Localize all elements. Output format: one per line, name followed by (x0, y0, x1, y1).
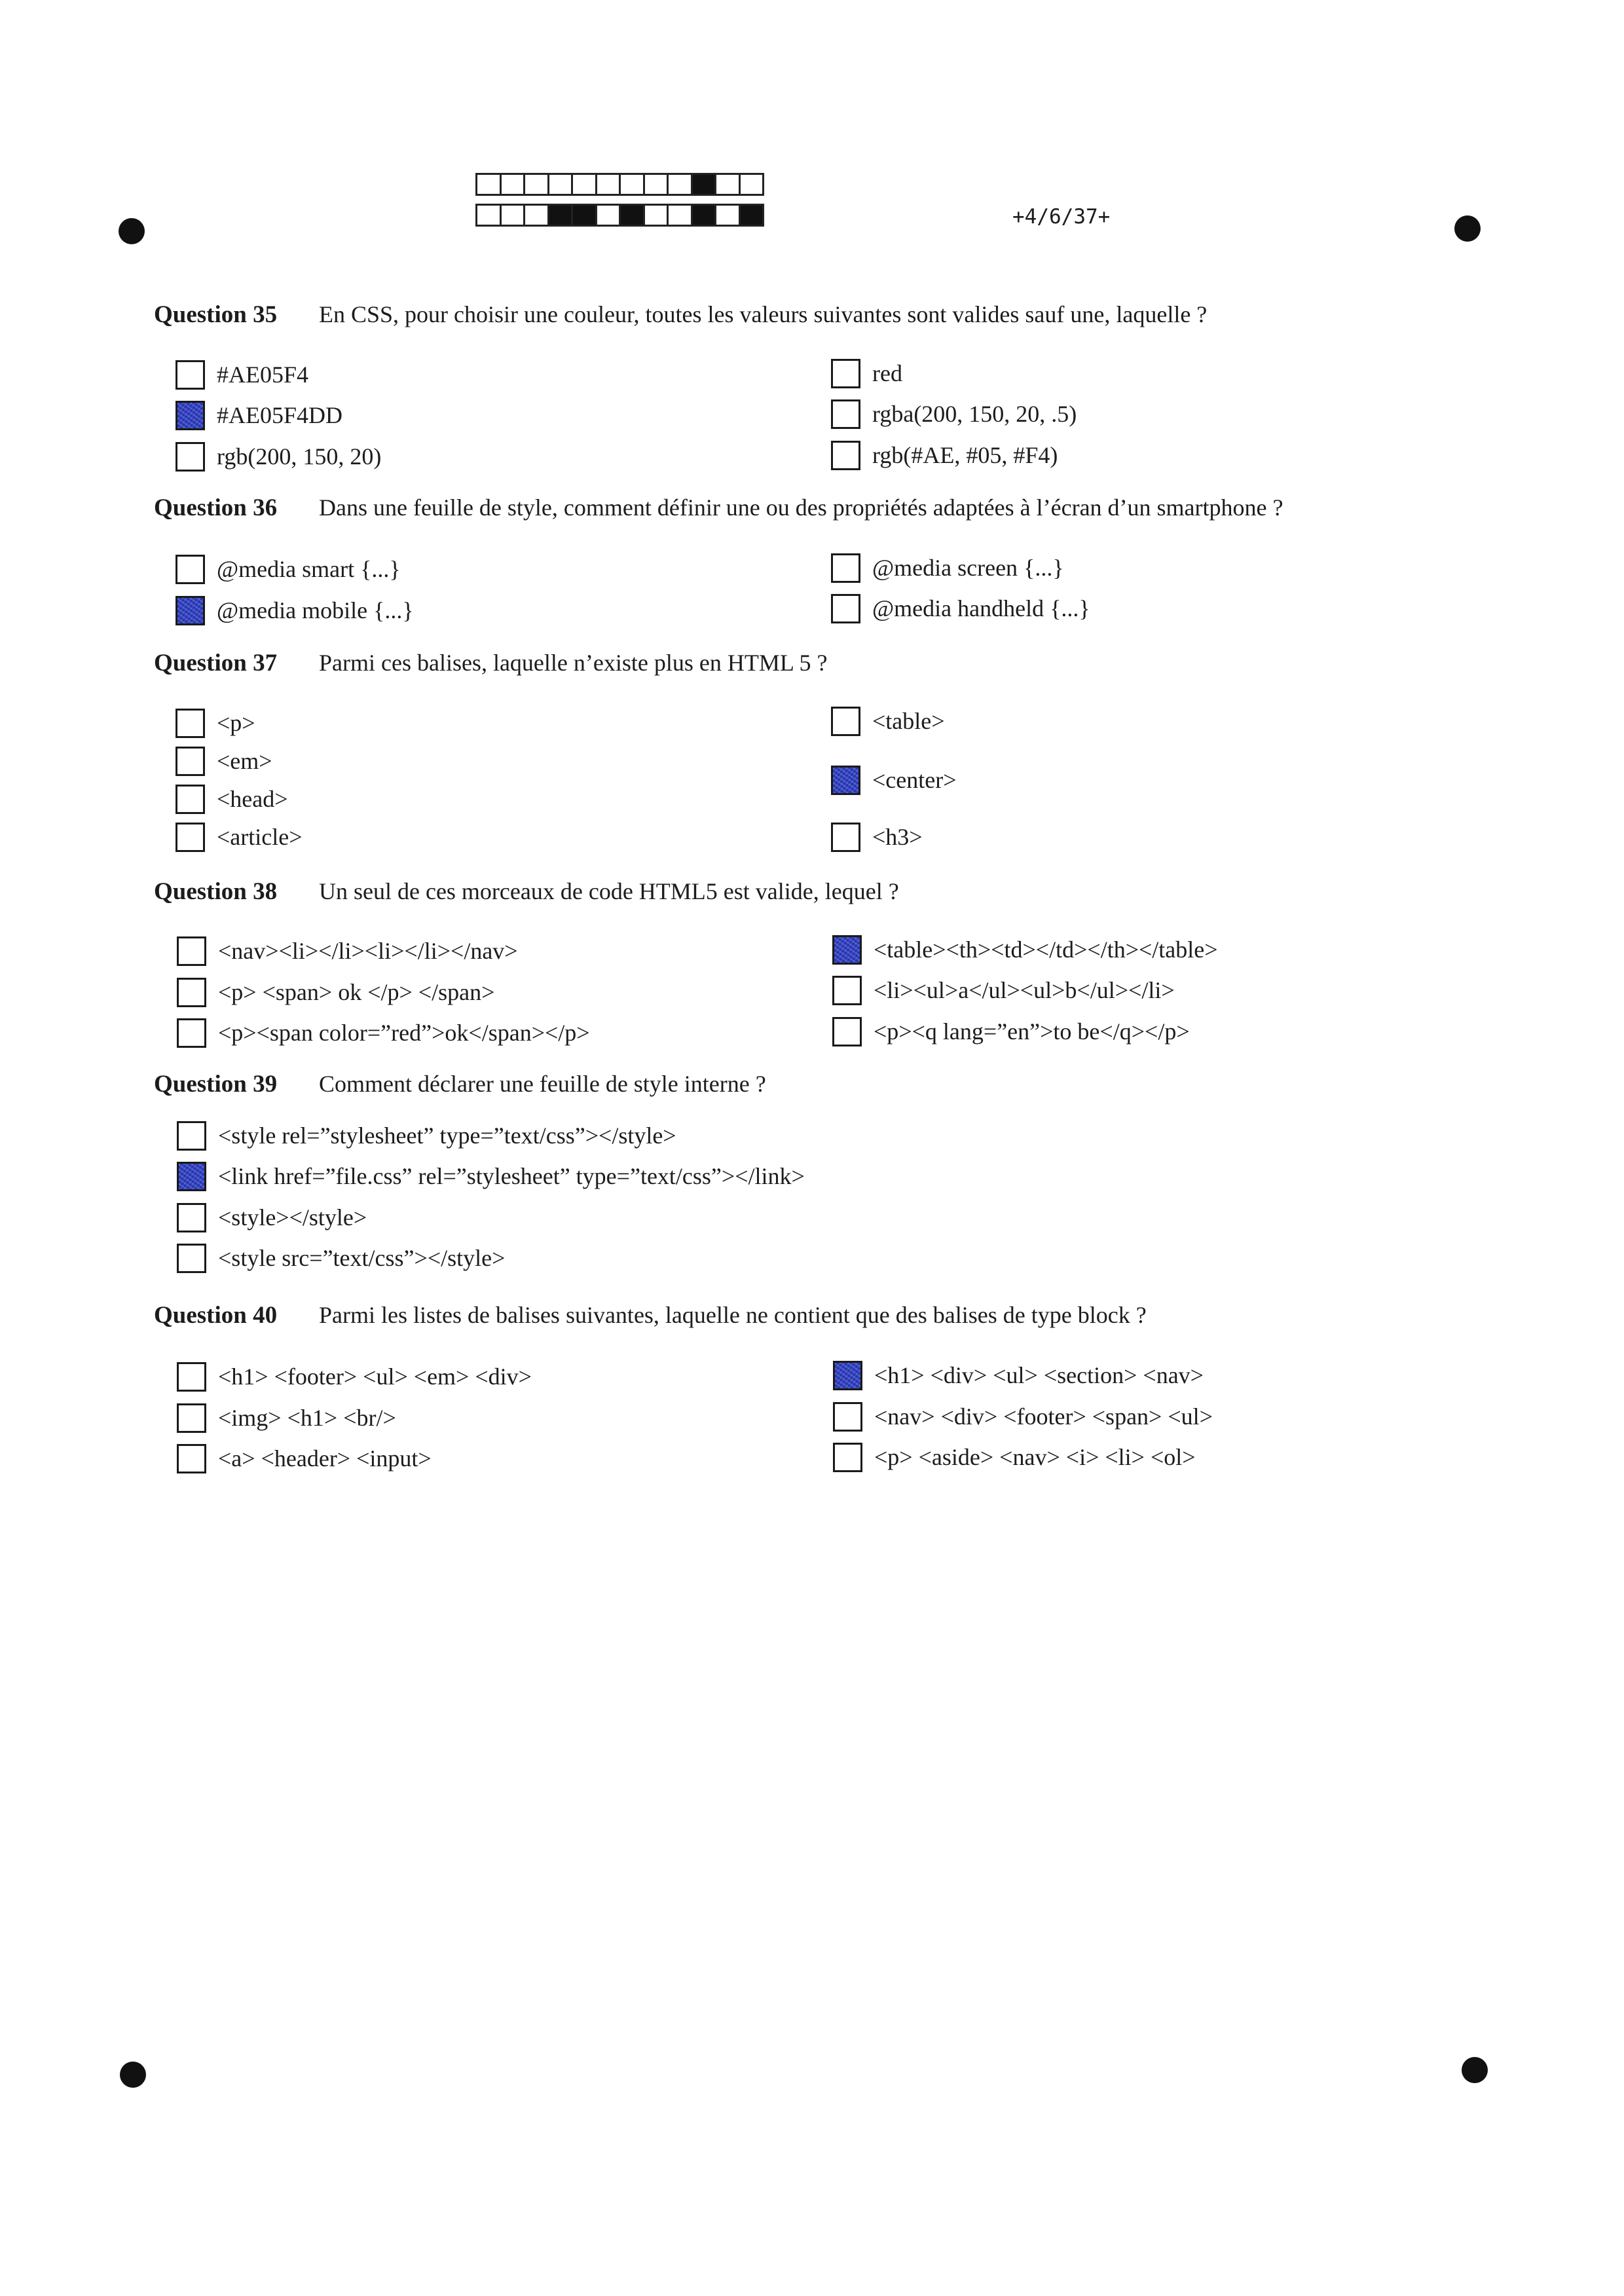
code-cell-empty (621, 175, 645, 194)
q40-answer-6-text: <p> <aside> <nav> <i> <li> <ol> (874, 1444, 1196, 1470)
q35-answer-2-text: #AE05F4DD (217, 402, 343, 428)
code-cell-empty (477, 175, 502, 194)
q40-answer-1 (177, 1361, 532, 1392)
q37-answer-2-text: <em> (217, 748, 272, 774)
q36-answer-1 (175, 554, 401, 584)
q37-answer-4-checkbox[interactable] (175, 823, 205, 852)
q37-answer-2-checkbox[interactable] (175, 747, 205, 776)
q37-answer-1-checkbox[interactable] (175, 709, 205, 738)
q36-answer-3 (831, 553, 1064, 583)
code-cell-filled (741, 206, 765, 225)
registration-mark-top-right (1454, 215, 1481, 242)
q40-answer-6 (833, 1442, 1196, 1472)
q39-answer-2-checkbox[interactable] (177, 1162, 206, 1191)
q35-answer-5-text: rgba(200, 150, 20, .5) (872, 401, 1077, 427)
q38-answer-5 (832, 975, 1175, 1005)
q38-answer-2 (177, 977, 494, 1007)
q35-answer-5-checkbox[interactable] (831, 399, 860, 429)
registration-mark-top-left (119, 218, 145, 244)
code-cell-empty (477, 206, 502, 225)
code-cell-filled (693, 206, 717, 225)
q39-answer-2 (177, 1161, 805, 1191)
q35-answer-5 (831, 399, 1077, 429)
q38-answer-6-checkbox[interactable] (832, 1017, 862, 1046)
q36-answer-4 (831, 593, 1090, 623)
q40-answer-4 (833, 1360, 1204, 1390)
q40-answer-4-checkbox[interactable] (833, 1361, 862, 1390)
question-36-text: Dans une feuille de style, comment définir une ou des propriétés adaptées à l’écran d’un smartphone ? (319, 494, 1283, 521)
code-cell-empty (669, 206, 693, 225)
q40-answer-2 (177, 1403, 396, 1433)
q38-answer-6 (832, 1016, 1190, 1046)
binary-code-row-1 (475, 173, 764, 196)
question-38-label: Question 38 (154, 878, 278, 905)
q37-answer-4-text: <article> (217, 824, 303, 850)
q40-answer-6-checkbox[interactable] (833, 1443, 862, 1472)
q39-answer-1-checkbox[interactable] (177, 1121, 206, 1151)
question-38-header (154, 876, 899, 906)
q40-answer-5 (833, 1401, 1213, 1432)
q40-answer-3 (177, 1443, 432, 1473)
code-cell-empty (549, 175, 574, 194)
q35-answer-2 (175, 400, 342, 430)
code-cell-filled (621, 206, 645, 225)
code-cell-empty (502, 206, 526, 225)
code-cell-empty (573, 175, 597, 194)
q37-answer-1 (175, 708, 255, 738)
code-cell-empty (669, 175, 693, 194)
registration-mark-bottom-left (120, 2062, 146, 2088)
q39-answer-4-checkbox[interactable] (177, 1244, 206, 1273)
q38-answer-6-text: <p><q lang=”en”>to be</q></p> (874, 1018, 1190, 1045)
q36-answer-4-checkbox[interactable] (831, 594, 860, 623)
question-37-header (154, 648, 827, 678)
question-36-header (154, 492, 1283, 523)
q37-answer-2 (175, 746, 272, 776)
code-cell-empty (502, 175, 526, 194)
q35-answer-6-text: rgb(#AE, #05, #F4) (872, 442, 1058, 468)
q36-answer-3-checkbox[interactable] (831, 553, 860, 583)
q39-answer-1 (177, 1120, 676, 1151)
q39-answer-1-text: <style rel=”stylesheet” type=”text/css”></style> (218, 1122, 676, 1149)
q40-answer-3-checkbox[interactable] (177, 1444, 206, 1473)
q35-answer-4-text: red (872, 360, 902, 386)
q37-answer-7-text: <h3> (872, 824, 923, 850)
q37-answer-4 (175, 822, 303, 852)
sheet-code: +4/6/37+ (1012, 205, 1111, 229)
question-40-header (154, 1300, 1147, 1330)
q37-answer-6 (831, 765, 957, 795)
q37-answer-5-text: <table> (872, 708, 945, 734)
q38-answer-4-checkbox[interactable] (832, 935, 862, 965)
q39-answer-4-text: <style src=”text/css”></style> (218, 1245, 506, 1271)
question-39-text: Comment déclarer une feuille de style interne ? (319, 1071, 766, 1097)
q35-answer-3 (175, 441, 381, 472)
q39-answer-3 (177, 1202, 367, 1232)
question-37-label: Question 37 (154, 649, 278, 676)
question-36-label: Question 36 (154, 494, 278, 521)
q36-answer-2-text: @media mobile {...} (217, 597, 414, 623)
q39-answer-2-text: <link href=”file.css” rel=”stylesheet” type=”text/css”></link> (218, 1163, 805, 1189)
question-38-text: Un seul de ces morceaux de code HTML5 est valide, lequel ? (319, 878, 899, 904)
question-35-label: Question 35 (154, 301, 278, 328)
question-35-text: En CSS, pour choisir une couleur, toutes les valeurs suivantes sont valides sauf une, laquelle ? (319, 301, 1208, 327)
q38-answer-1 (177, 936, 518, 966)
code-cell-filled (573, 206, 597, 225)
code-cell-empty (716, 175, 741, 194)
code-cell-empty (597, 206, 621, 225)
q39-answer-3-checkbox[interactable] (177, 1203, 206, 1232)
q38-answer-4 (832, 935, 1218, 965)
q35-answer-1-text: #AE05F4 (217, 361, 309, 388)
q40-answer-1-checkbox[interactable] (177, 1362, 206, 1392)
q37-answer-5-checkbox[interactable] (831, 707, 860, 736)
q36-answer-2 (175, 595, 414, 625)
code-cell-filled (549, 206, 574, 225)
q40-answer-3-text: <a> <header> <input> (218, 1445, 432, 1472)
q37-answer-6-text: <center> (872, 767, 957, 793)
registration-mark-bottom-right (1462, 2057, 1488, 2083)
q35-answer-6 (831, 440, 1058, 470)
question-37-text: Parmi ces balises, laquelle n’existe plus en HTML 5 ? (319, 650, 828, 676)
code-cell-filled (693, 175, 717, 194)
q40-answer-2-checkbox[interactable] (177, 1403, 206, 1433)
q35-answer-4-checkbox[interactable] (831, 359, 860, 388)
q38-answer-3 (177, 1018, 590, 1048)
q38-answer-1-checkbox[interactable] (177, 936, 206, 966)
q38-answer-5-text: <li><ul>a</ul><ul>b</ul></li> (874, 977, 1175, 1003)
q38-answer-2-checkbox[interactable] (177, 978, 206, 1007)
q39-answer-3-text: <style></style> (218, 1204, 367, 1231)
q35-answer-3-text: rgb(200, 150, 20) (217, 443, 382, 470)
q35-answer-2-checkbox[interactable] (175, 401, 205, 430)
q37-answer-3-checkbox[interactable] (175, 785, 205, 814)
question-40-text: Parmi les listes de balises suivantes, laquelle ne contient que des balises de type block ? (319, 1302, 1147, 1328)
code-cell-empty (716, 206, 741, 225)
q37-answer-7 (831, 822, 923, 852)
q37-answer-1-text: <p> (217, 710, 255, 736)
q39-answer-4 (177, 1243, 505, 1273)
q40-answer-5-checkbox[interactable] (833, 1402, 862, 1432)
q36-answer-1-checkbox[interactable] (175, 555, 205, 584)
q40-answer-5-text: <nav> <div> <footer> <span> <ul> (874, 1403, 1213, 1430)
q35-answer-6-checkbox[interactable] (831, 441, 860, 470)
q38-answer-3-text: <p><span color=”red”>ok</span></p> (218, 1020, 590, 1046)
q35-answer-4 (831, 358, 902, 388)
question-39-header (154, 1069, 766, 1099)
q37-answer-3 (175, 784, 288, 814)
code-cell-empty (525, 206, 549, 225)
q36-answer-4-text: @media handheld {...} (872, 595, 1090, 621)
q38-answer-2-text: <p> <span> ok </p> </span> (218, 979, 495, 1005)
q40-answer-2-text: <img> <h1> <br/> (218, 1405, 396, 1431)
code-cell-empty (525, 175, 549, 194)
q36-answer-2-checkbox[interactable] (175, 596, 205, 625)
q38-answer-1-text: <nav><li></li><li></li></nav> (218, 938, 518, 964)
q36-answer-3-text: @media screen {...} (872, 555, 1064, 581)
q37-answer-7-checkbox[interactable] (831, 823, 860, 852)
code-cell-empty (645, 206, 669, 225)
q35-answer-1 (175, 360, 308, 390)
q36-answer-1-text: @media smart {...} (217, 556, 401, 582)
q37-answer-3-text: <head> (217, 786, 288, 812)
q38-answer-3-checkbox[interactable] (177, 1018, 206, 1048)
question-35-header (154, 299, 1207, 329)
q38-answer-4-text: <table><th><td></td></th></table> (874, 936, 1218, 963)
question-39-label: Question 39 (154, 1070, 278, 1098)
q35-answer-3-checkbox[interactable] (175, 442, 205, 472)
code-cell-empty (645, 175, 669, 194)
question-40-label: Question 40 (154, 1301, 278, 1329)
code-cell-empty (741, 175, 765, 194)
q38-answer-5-checkbox[interactable] (832, 976, 862, 1005)
q35-answer-1-checkbox[interactable] (175, 360, 205, 390)
q37-answer-6-checkbox[interactable] (831, 766, 860, 795)
binary-code-row-2 (475, 204, 764, 227)
code-cell-empty (597, 175, 621, 194)
q40-answer-1-text: <h1> <footer> <ul> <em> <div> (218, 1363, 532, 1390)
q40-answer-4-text: <h1> <div> <ul> <section> <nav> (874, 1362, 1204, 1388)
q37-answer-5 (831, 706, 945, 736)
